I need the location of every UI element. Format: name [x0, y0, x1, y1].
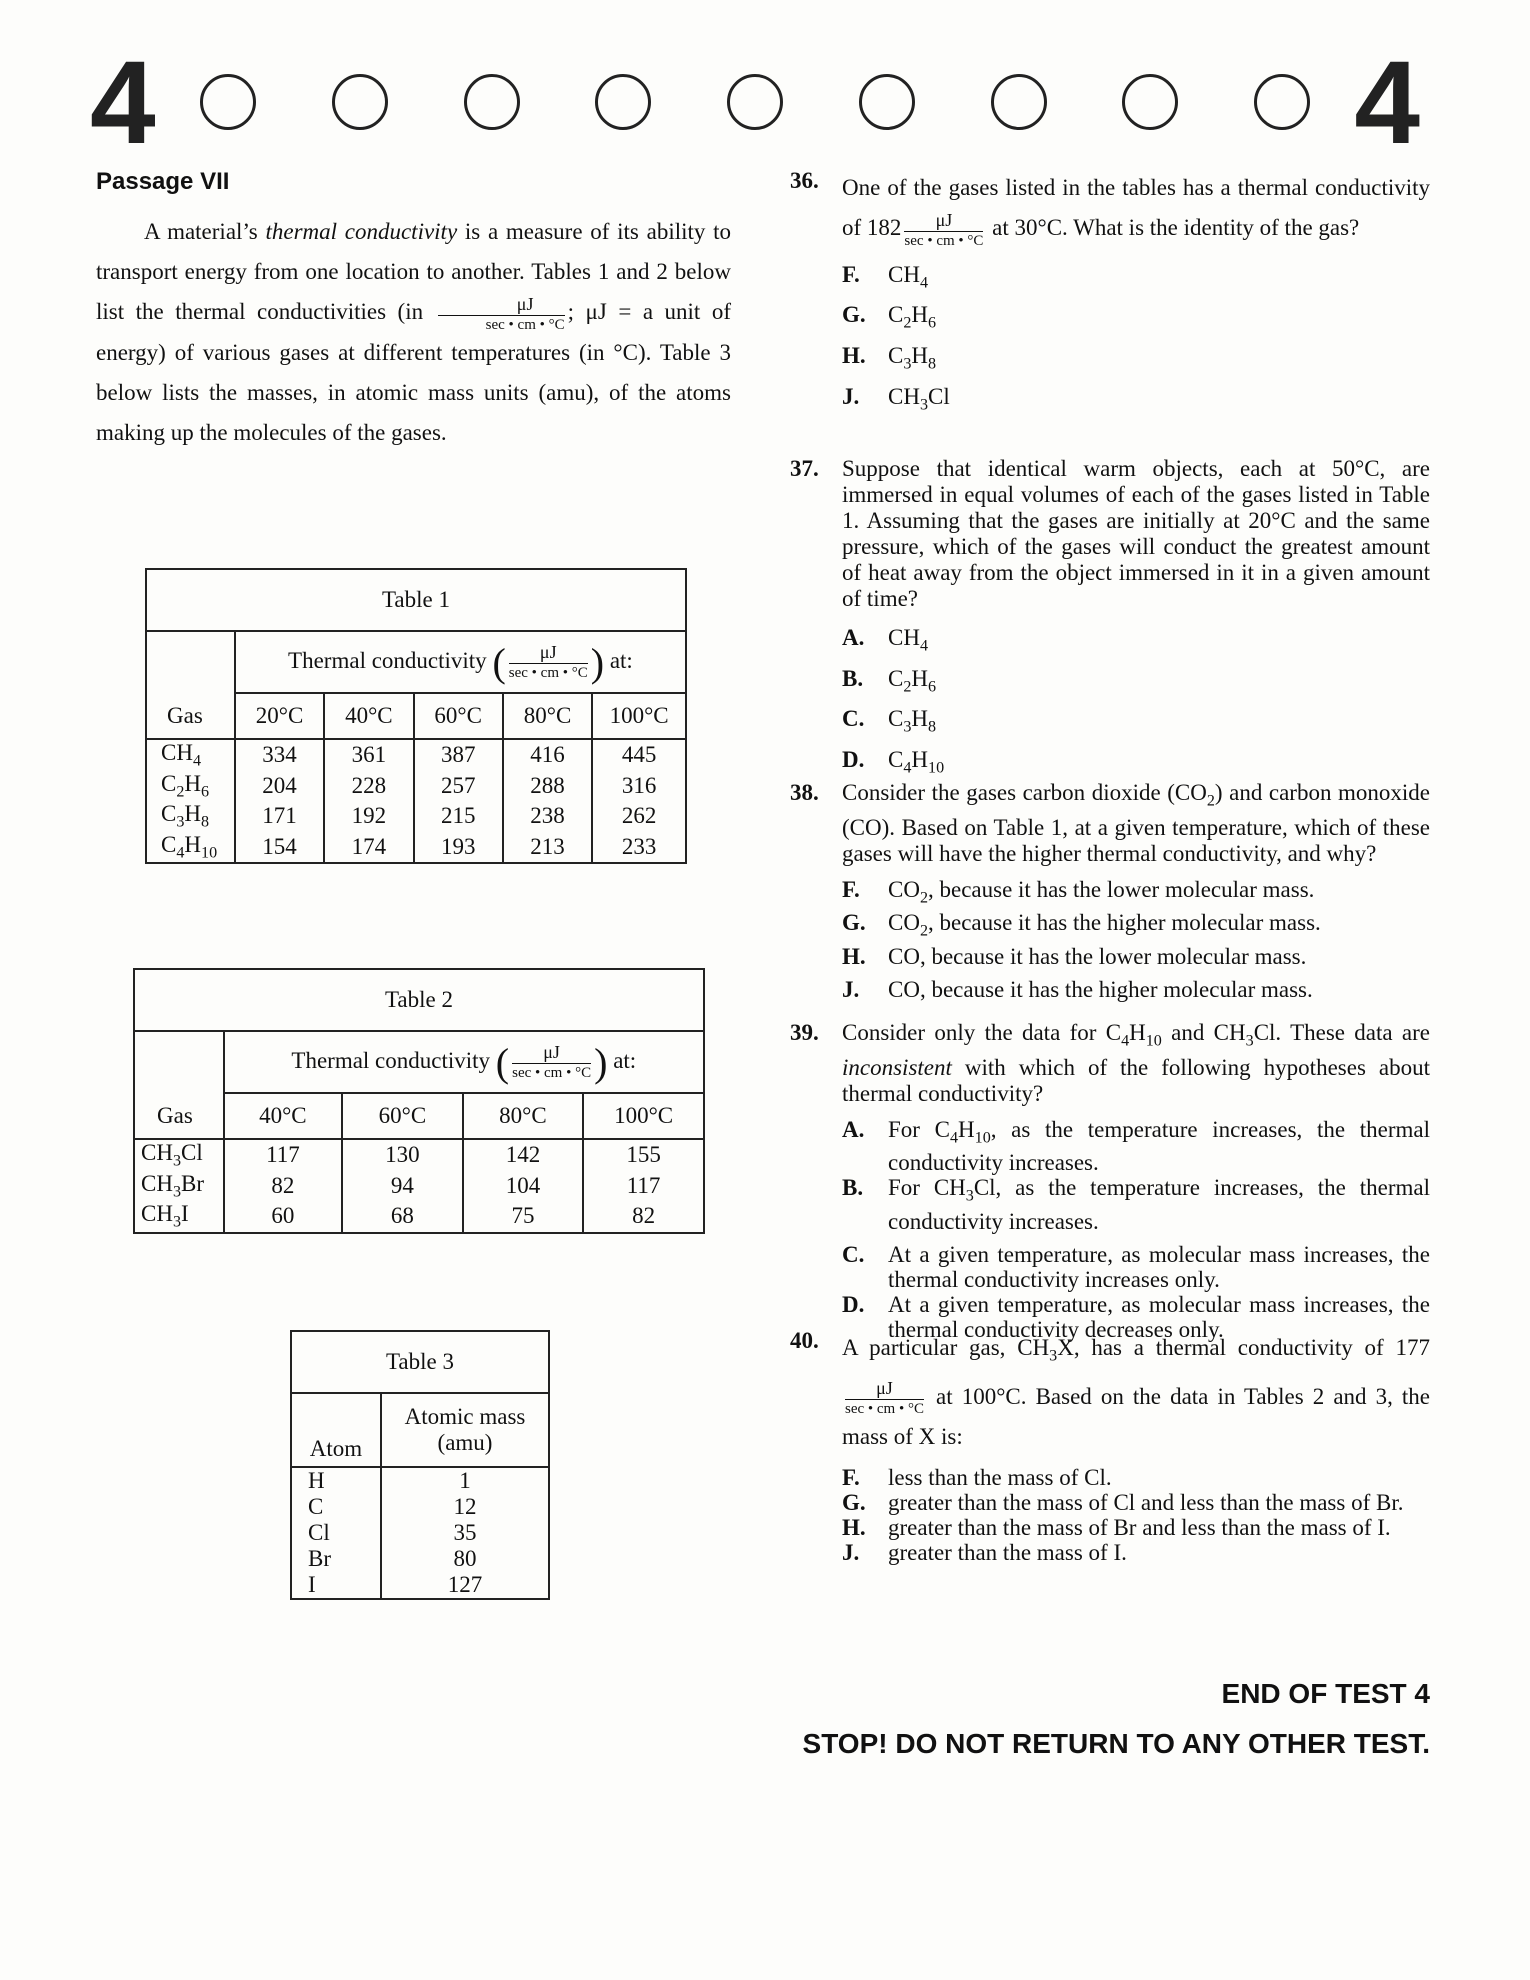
answer-option[interactable] — [842, 1175, 1430, 1242]
option-text: $C_2H_6$ — [888, 302, 937, 332]
circle-icon — [464, 74, 520, 130]
unit-fraction — [904, 211, 983, 249]
gas-header: Gas — [134, 1093, 224, 1139]
atom-cell: Cl — [291, 1520, 381, 1546]
option-text: $C_2H_6$ — [888, 665, 937, 696]
tc-at: at: — [613, 1047, 637, 1073]
table-2-caption: Table 2 — [134, 969, 704, 1031]
value-cell: 387 — [414, 739, 503, 771]
option-text: greater than the mass of I. — [888, 1540, 1127, 1566]
answer-option[interactable] — [842, 1117, 1430, 1176]
value-cell: 155 — [583, 1139, 704, 1171]
temp-header: 100°C — [592, 693, 686, 739]
unit-denominator: sec • cm • °C — [904, 232, 984, 249]
answer-option[interactable] — [842, 744, 1430, 785]
option-text: $CH_4$ — [888, 261, 928, 292]
option-text: $CO_2$, because it has the lower molecular mass. — [888, 876, 1315, 907]
option-letter: J. — [842, 383, 860, 409]
answer-option[interactable] — [842, 910, 1430, 944]
option-text: greater than the mass of Cl and less than the mass of Br. — [888, 1490, 1404, 1516]
answer-options — [842, 1117, 1430, 1343]
option-letter: F. — [842, 261, 860, 287]
option-letter: G. — [842, 302, 866, 328]
atom-cell: C — [291, 1494, 381, 1520]
gas-cell: $CH_3Cl$ — [134, 1139, 224, 1171]
mass-cell: 1 — [381, 1467, 549, 1494]
option-text: For $C_4H_{10}$, as the temperature increases, the thermal conductivity increases. — [888, 1116, 1430, 1176]
value-cell: 233 — [592, 832, 686, 864]
table-1-caption: Table 1 — [146, 569, 686, 631]
value-cell: 75 — [463, 1201, 584, 1233]
value-cell: 416 — [503, 739, 592, 771]
option-text: CO, because it has the lower molecular mass. — [888, 943, 1307, 969]
value-cell: 192 — [324, 801, 413, 832]
answer-option[interactable] — [842, 299, 1430, 340]
mass-cell: 12 — [381, 1494, 549, 1520]
option-letter: G. — [842, 910, 866, 936]
question-stem — [842, 168, 1430, 249]
value-cell: 154 — [235, 832, 324, 864]
tc-unit-denominator: sec • cm • °C — [512, 1065, 592, 1081]
answer-options — [842, 622, 1430, 784]
stop-notice: STOP! DO NOT RETURN TO ANY OTHER TEST. — [802, 1728, 1430, 1759]
answer-option[interactable] — [842, 340, 1430, 381]
tc-unit-numerator: μJ — [512, 1043, 591, 1064]
answer-option[interactable] — [842, 381, 1430, 422]
table-1-corner — [146, 631, 235, 693]
circle-icon — [200, 74, 256, 130]
table-3-caption: Table 3 — [291, 1331, 549, 1393]
question-number: 38. — [790, 780, 819, 805]
answer-option[interactable] — [842, 259, 1430, 300]
option-letter: A. — [842, 625, 865, 650]
gas-cell: $CH_3Br$ — [134, 1171, 224, 1202]
gas-cell: $C_2H_6$ — [146, 771, 235, 802]
table-2 — [133, 968, 705, 1234]
value-cell: 104 — [463, 1171, 584, 1202]
temp-header: 60°C — [342, 1093, 463, 1139]
question-stem: Consider only the data for $C_4H_{10}$ and $CH_3Cl$. These data are inconsistent with which of the following hypotheses about thermal conductivity? — [842, 1020, 1430, 1106]
option-letter: H. — [842, 1515, 866, 1541]
option-letter: J. — [842, 1540, 860, 1566]
value-cell: 193 — [414, 832, 503, 864]
stem-text: ) and carbon monoxide (CO). Based on Table 1, at a given temperature, which of these gases will have the higher thermal conductivity, and why? — [842, 780, 1430, 866]
question-number: 36. — [790, 168, 819, 193]
temp-header: 100°C — [583, 1093, 704, 1139]
tc-label: Thermal conductivity — [291, 1047, 491, 1073]
mass-cell: 35 — [381, 1520, 549, 1546]
intro-term: thermal conductivity — [265, 219, 458, 244]
value-cell: 215 — [414, 801, 503, 832]
table-row — [146, 832, 686, 864]
intro-text-3: ; μJ = a unit of energy) of various gases at different temperatures (in °C). Table 3 below lists the masses, in atomic mass units (amu), of the atoms making up the molecules of the gases. — [96, 299, 732, 445]
answer-option[interactable] — [842, 1490, 1430, 1515]
value-cell: 228 — [324, 771, 413, 802]
value-cell: 288 — [503, 771, 592, 802]
answer-options — [842, 1465, 1430, 1565]
question-number: 39. — [790, 1020, 819, 1045]
circle-icon — [1254, 74, 1310, 130]
page-header — [90, 37, 1420, 169]
unit-fraction — [438, 295, 565, 333]
table-row — [291, 1467, 549, 1494]
circle-icon — [1122, 74, 1178, 130]
temp-header: 20°C — [235, 693, 324, 739]
table-1 — [145, 568, 687, 864]
table-row — [291, 1572, 549, 1599]
circle-icon — [991, 74, 1047, 130]
mass-header-line2: (amu) — [437, 1430, 493, 1455]
option-letter: A. — [842, 1116, 865, 1142]
intro-text-1: A material’s — [144, 219, 266, 244]
atom-cell: I — [291, 1572, 381, 1599]
unit-numerator: μJ — [845, 1379, 924, 1400]
answer-option[interactable] — [842, 703, 1430, 744]
option-text: $CH_4$ — [888, 625, 928, 655]
table-row — [134, 1139, 704, 1171]
option-letter: H. — [842, 342, 866, 368]
mass-header — [381, 1393, 549, 1467]
option-letter: B. — [842, 665, 864, 691]
value-cell: 262 — [592, 801, 686, 832]
intro-text-2: is a measure of its ability to transport energy from one location to another. Tables 1 and 2 below list the thermal conductivities (in — [96, 219, 731, 324]
option-text: $C_4H_{10}$ — [888, 746, 945, 777]
circle-icon — [727, 74, 783, 130]
table-row — [291, 1546, 549, 1572]
option-text: For $CH_3Cl$, as the temperature increases, the thermal conductivity increases. — [888, 1175, 1430, 1234]
value-cell: 204 — [235, 771, 324, 802]
question-number: 40. — [790, 1328, 819, 1353]
option-letter: G. — [842, 1490, 866, 1516]
option-letter: H. — [842, 943, 866, 969]
table-row — [291, 1520, 549, 1546]
stem-text: Consider the gases carbon dioxide (CO — [842, 780, 1207, 805]
question-number: 37. — [790, 456, 819, 481]
atom-cell: H — [291, 1467, 381, 1494]
question-40 — [790, 1328, 1430, 1565]
table-row — [134, 1171, 704, 1202]
question-39 — [790, 1020, 1430, 1342]
option-letter: C. — [842, 1242, 865, 1268]
circle-icon — [595, 74, 651, 130]
value-cell: 174 — [324, 832, 413, 864]
temp-header: 80°C — [503, 693, 592, 739]
option-letter: D. — [842, 746, 865, 772]
temp-header: 60°C — [414, 693, 503, 739]
option-letter: F. — [842, 1465, 860, 1491]
unit-numerator: μJ — [438, 295, 565, 316]
unit-denominator: sec • cm • °C — [485, 316, 565, 333]
option-text: less than the mass of Cl. — [888, 1465, 1112, 1491]
answer-option[interactable] — [842, 877, 1430, 911]
answer-option[interactable] — [842, 1515, 1430, 1540]
temp-header: 40°C — [224, 1093, 343, 1139]
option-letter: F. — [842, 876, 860, 902]
value-cell: 117 — [583, 1171, 704, 1202]
table-2-corner — [134, 1031, 224, 1093]
value-cell: 142 — [463, 1139, 584, 1171]
option-letter: B. — [842, 1175, 864, 1201]
table-row — [146, 771, 686, 802]
section-number-right: 4 — [1354, 37, 1420, 169]
tc-unit-fraction — [512, 1043, 591, 1081]
option-letter: C. — [842, 706, 865, 732]
question-stem: A particular gas, $CH_3X$, has a thermal conductivity of 177 $\frac{\mu J}{\sec • cm • ^\circ C}$ at 100°C. Based on the data in Tables 2 and 3, the mass of X is: — [842, 1335, 1430, 1450]
value-cell: 238 — [503, 801, 592, 832]
value-cell: 171 — [235, 801, 324, 832]
answer-option[interactable] — [842, 1242, 1430, 1292]
atom-cell: Br — [291, 1546, 381, 1572]
circle-row — [200, 74, 1310, 130]
circle-icon — [332, 74, 388, 130]
stem-text: at 30°C. What is the identity of the gas? — [986, 215, 1360, 240]
circle-icon — [859, 74, 915, 130]
option-text: At a given temperature, as molecular mass increases, the thermal conductivity decreases only. — [888, 1292, 1430, 1343]
table-3 — [290, 1330, 550, 1600]
option-text: $C_3H_8$ — [888, 706, 937, 736]
option-text: $CO_2$, because it has the higher molecular mass. — [888, 910, 1321, 940]
tc-unit-numerator: μJ — [509, 643, 588, 664]
value-cell: 68 — [342, 1201, 463, 1233]
answer-option[interactable] — [842, 977, 1430, 1011]
value-cell: 82 — [583, 1201, 704, 1233]
atom-header: Atom — [291, 1393, 381, 1467]
tc-label: Thermal conductivity — [288, 647, 487, 673]
question-38 — [790, 780, 1430, 1011]
value-cell: 445 — [592, 739, 686, 771]
mass-header-line1: Atomic mass — [404, 1404, 526, 1429]
option-text: $CH_3Cl$ — [888, 383, 950, 414]
unit-numerator: μJ — [904, 211, 983, 232]
table-row — [291, 1494, 549, 1520]
end-of-test: END OF TEST 4 — [1221, 1678, 1430, 1709]
table-1-tc-header: Thermal conductivity ( $\frac{\mu J}{\sec • cm • ^\circ C}$ ) at: — [235, 631, 686, 693]
stem-text: One of the gases listed in the tables has a thermal conductivity of 182 — [842, 175, 1430, 240]
value-cell: 316 — [592, 771, 686, 802]
tc-unit-denominator: sec • cm • °C — [508, 665, 588, 681]
option-text: CO, because it has the higher molecular mass. — [888, 977, 1313, 1003]
tc-unit-fraction — [509, 643, 588, 681]
gas-cell: $CH_4$ — [146, 739, 235, 771]
answer-option[interactable] — [842, 663, 1430, 704]
answer-option[interactable] — [842, 1465, 1430, 1490]
option-text: At a given temperature, as molecular mass increases, the thermal conductivity increases only. — [888, 1242, 1430, 1293]
table-row — [146, 739, 686, 771]
value-cell: 60 — [224, 1201, 343, 1233]
section-number-left: 4 — [90, 37, 156, 169]
table-row — [146, 801, 686, 832]
unit-fraction — [845, 1379, 924, 1417]
gas-cell: $C_3H_8$ — [146, 801, 235, 832]
question-stem: Suppose that identical warm objects, each at 50°C, are immersed in equal volumes of each of the gases listed in Table 1. Assuming that the gases are initially at 20°C and the same pressure, which of the gases will conduct the greatest amount of heat away from the object immersed in it in a given amount of time? — [842, 456, 1430, 611]
gas-cell: $C_4H_{10}$ — [146, 832, 235, 864]
emphasis-text: inconsistent — [842, 1054, 952, 1080]
answer-option[interactable] — [842, 944, 1430, 978]
option-letter: D. — [842, 1292, 865, 1318]
option-text: greater than the mass of Br and less than the mass of I. — [888, 1515, 1391, 1541]
temp-header: 40°C — [324, 693, 413, 739]
question-37 — [790, 456, 1430, 784]
value-cell: 117 — [224, 1139, 343, 1171]
question-stem: Consider the gases carbon dioxide $(CO_2)$ and carbon monoxide (CO). Based on Table 1, at a given temperature, which of these gases will have the higher thermal conductivity, and why? — [842, 780, 1430, 866]
value-cell: 82 — [224, 1171, 343, 1202]
option-text: $C_3H_8$ — [888, 342, 937, 373]
gas-header: Gas — [146, 693, 235, 739]
passage-intro — [96, 212, 731, 453]
value-cell: 334 — [235, 739, 324, 771]
value-cell: 94 — [342, 1171, 463, 1202]
temp-header: 80°C — [463, 1093, 584, 1139]
value-cell: 130 — [342, 1139, 463, 1171]
answer-options — [842, 259, 1430, 421]
answer-option[interactable] — [842, 622, 1430, 663]
value-cell: 213 — [503, 832, 592, 864]
table-row — [134, 1201, 704, 1233]
tc-at: at: — [609, 647, 633, 673]
option-letter: J. — [842, 977, 860, 1003]
passage-title: Passage VII — [96, 168, 230, 195]
mass-cell: 80 — [381, 1546, 549, 1572]
mass-cell: 127 — [381, 1572, 549, 1599]
gas-cell: $CH_3I$ — [134, 1201, 224, 1233]
answer-option[interactable] — [842, 1540, 1430, 1565]
answer-options — [842, 877, 1430, 1011]
value-cell: 257 — [414, 771, 503, 802]
table-2-tc-header: Thermal conductivity ( $\frac{\mu J}{\sec • cm • ^\circ C}$ ) at: — [224, 1031, 704, 1093]
value-cell: 361 — [324, 739, 413, 771]
question-36 — [790, 168, 1430, 421]
unit-denominator: sec • cm • °C — [845, 1401, 924, 1418]
